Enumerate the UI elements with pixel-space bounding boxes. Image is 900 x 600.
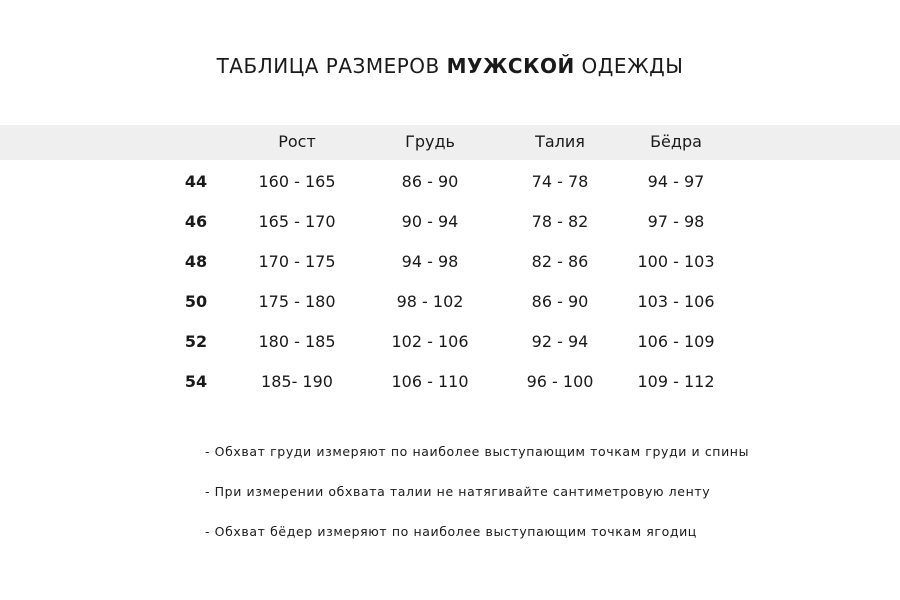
- table-cell: 78 - 82: [531, 212, 589, 231]
- table-cell: 165 - 170: [258, 212, 336, 231]
- table-cell: 185- 190: [261, 372, 333, 391]
- table-cell: 86 - 90: [401, 172, 459, 191]
- table-cell: 90 - 94: [401, 212, 459, 231]
- size-label: 48: [184, 252, 208, 271]
- size-label: 52: [184, 332, 208, 351]
- measurement-note: - Обхват груди измеряют по наиболее выступающим точкам груди и спины: [205, 444, 750, 459]
- column-header: Грудь: [405, 132, 455, 151]
- column-header: Бёдра: [650, 132, 702, 151]
- size-label: 46: [184, 212, 208, 231]
- size-label: 44: [184, 172, 208, 191]
- title-part-2-bold: МУЖСКОЙ: [446, 54, 575, 78]
- table-cell: 86 - 90: [531, 292, 589, 311]
- title-part-1: ТАБЛИЦА РАЗМЕРОВ: [216, 54, 447, 78]
- table-cell: 102 - 106: [391, 332, 469, 351]
- table-cell: 106 - 109: [637, 332, 715, 351]
- table-cell: 94 - 97: [647, 172, 705, 191]
- table-cell: 98 - 102: [396, 292, 464, 311]
- table-cell: 74 - 78: [531, 172, 589, 191]
- table-cell: 180 - 185: [258, 332, 336, 351]
- column-header: Рост: [278, 132, 316, 151]
- table-cell: 109 - 112: [637, 372, 715, 391]
- column-header: Талия: [535, 132, 585, 151]
- title-part-3: ОДЕЖДЫ: [574, 54, 684, 78]
- size-label: 54: [184, 372, 208, 391]
- table-cell: 94 - 98: [401, 252, 459, 271]
- table-cell: 103 - 106: [637, 292, 715, 311]
- table-cell: 92 - 94: [531, 332, 589, 351]
- measurement-note: - Обхват бёдер измеряют по наиболее выступающим точкам ягодиц: [205, 524, 697, 539]
- table-cell: 160 - 165: [258, 172, 336, 191]
- table-cell: 106 - 110: [391, 372, 469, 391]
- measurement-note: - При измерении обхвата талии не натягивайте сантиметровую ленту: [205, 484, 711, 499]
- table-cell: 82 - 86: [531, 252, 589, 271]
- table-cell: 100 - 103: [637, 252, 715, 271]
- table-cell: 170 - 175: [258, 252, 336, 271]
- table-cell: 96 - 100: [526, 372, 594, 391]
- table-cell: 175 - 180: [258, 292, 336, 311]
- page-title: [0, 54, 900, 78]
- size-label: 50: [184, 292, 208, 311]
- table-cell: 97 - 98: [647, 212, 705, 231]
